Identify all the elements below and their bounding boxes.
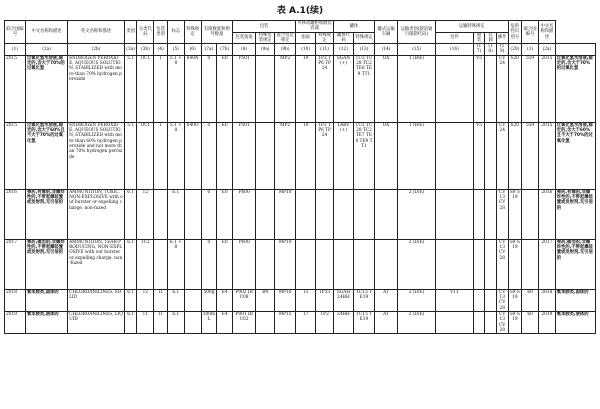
table-cell <box>485 239 497 289</box>
table-cell <box>184 289 201 311</box>
table-cell: T9 <box>296 122 316 189</box>
table-row <box>5 239 596 289</box>
header-packing-group: 包装类别 <box>154 21 168 44</box>
table-cell: 500g <box>201 289 217 311</box>
header-tanks: 罐体 <box>334 21 375 33</box>
table-cell <box>522 239 539 289</box>
table-cell: MP10 <box>275 289 296 311</box>
header-labels: 标志 <box>167 21 184 44</box>
table-cell: CV13 CV28 <box>496 289 508 311</box>
table-cell <box>485 189 497 239</box>
table-cell <box>473 239 485 289</box>
table-cell: E0 <box>217 189 233 239</box>
table-cell <box>473 189 485 239</box>
header-un-number-right: 联合国编号 <box>522 21 539 44</box>
table-cell: OX <box>374 122 397 189</box>
table-cell <box>473 289 485 311</box>
table-cell <box>334 189 354 239</box>
table-cell: 2016 <box>538 189 555 239</box>
subheader-loading: 装卸 <box>485 32 497 44</box>
table-cell: 0 <box>201 189 217 239</box>
table-cell: V5 <box>473 122 485 189</box>
table-cell: 5.1 +8 <box>167 55 184 122</box>
table-cell <box>256 122 275 189</box>
table-cell: T2 <box>137 189 154 239</box>
table-cell: TP2 <box>316 311 334 333</box>
table-cell: 559 <box>522 55 539 122</box>
table-cell: SGAH L4BH <box>334 289 354 311</box>
table-cell: 0 <box>201 239 217 289</box>
table-cell <box>256 189 275 239</box>
table-cell <box>485 311 497 333</box>
header-chinese-name-right: 中文名称和描述 <box>538 21 555 44</box>
table-cell: 6.1 <box>124 289 137 311</box>
table-cell: CV24 <box>496 55 508 122</box>
subheader-operation: 操作 <box>496 32 508 44</box>
table-cell: 2 (D/E) <box>398 239 436 289</box>
subheader-mixed-packing: 混合包装规定 <box>276 32 294 43</box>
table-cell <box>256 311 275 333</box>
table-cell: 氯苯胺类,固体的 <box>555 289 595 311</box>
table-cell: AMMUNITION, TEAR-PRODUCING, NON-EXPLOSIVE with out burster or expelling charge, non-fuzed <box>68 239 125 289</box>
table-cell: L4BV (+) <box>334 122 354 189</box>
table-cell: 0 <box>201 122 217 189</box>
subheader-bulk: 散装 <box>473 32 485 44</box>
table-cell <box>334 239 354 289</box>
table-cell: 氯苯胺类,液体的 <box>555 311 595 333</box>
table-cell: TU15 TE19 <box>353 289 374 311</box>
table-cell: 6.1 <box>167 311 184 333</box>
table-cell: II <box>154 311 168 333</box>
header-chinese-name: 中文名称和描述 <box>26 21 68 44</box>
table-cell: S20 <box>508 122 522 189</box>
table-cell: CV24 <box>496 122 508 189</box>
header-class-code: 分类代码 <box>137 21 154 44</box>
table-cell <box>435 239 473 289</box>
table-cell: E0 <box>217 55 233 122</box>
table-cell: 6.1 <box>124 189 137 239</box>
table-cell: HYDROGEN PEROXIDE, AQUEOUS SOLUTION, STABILIZED with more than 70% hydrogen peroxide <box>68 55 125 122</box>
table-cell: 60 <box>522 289 539 311</box>
table-cell: 60 <box>522 311 539 333</box>
table-cell: 2015 <box>5 55 26 122</box>
table-cell <box>316 239 334 289</box>
table-cell: E0 <box>217 122 233 189</box>
table-cell: 2019 <box>538 311 555 333</box>
table-cell: E4 <box>217 311 233 333</box>
table-cell: 6.1 <box>167 189 184 239</box>
table-cell: 弹药,有毒的,非爆炸性的,不带起爆装置或发射剂,无引信的 <box>26 189 68 239</box>
table-cell: OC1 <box>137 122 154 189</box>
subheader-instructions: 指南 <box>296 32 316 44</box>
table-cell <box>435 189 473 239</box>
dangerous-goods-table <box>4 20 596 334</box>
table-cell <box>256 55 275 122</box>
table-cell: P501 <box>233 122 256 189</box>
table-cell: 弹药,催泪的,非爆炸性的,不带起爆装置或发射剂,无引信的 <box>26 239 68 289</box>
table-cell: TU3 TU28 TC2 TE8 TE9 TT1 <box>353 55 374 122</box>
table-cell: 559 <box>522 122 539 189</box>
table-cell: OX <box>374 55 397 122</box>
table-cell: T3 <box>296 289 316 311</box>
table-cell: S9 S19 <box>508 311 522 333</box>
table-cell <box>353 239 374 289</box>
table-cell: 2 (D/E) <box>398 289 436 311</box>
table-cell: MP15 <box>275 311 296 333</box>
table-cell <box>184 189 201 239</box>
table-cell: 氯苯胺类,固体的 <box>26 289 68 311</box>
table-cell <box>353 189 374 239</box>
table-cell: 0 <box>201 55 217 122</box>
subheader-packing-instructions: 包装指南 <box>233 32 256 44</box>
table-cell: S9 S19 <box>508 239 522 289</box>
table-cell: AT <box>374 311 397 333</box>
table-cell: E4 <box>217 289 233 311</box>
table-cell: CHLOROANILINES, SOLID <box>68 289 125 311</box>
table-cell <box>435 122 473 189</box>
table-cell: CHLOROANILINES, LIQUID <box>68 311 125 333</box>
table-cell: 过氧化氢水溶液,稳定的,含大于60%且不大于70%的过氧化氢 <box>555 122 595 189</box>
table-cell: 5.1 <box>124 122 137 189</box>
table-cell: S9 S19 <box>508 289 522 311</box>
table-cell: S9 S19 <box>508 189 522 239</box>
table-cell <box>485 289 497 311</box>
table-cell: 2019 <box>5 311 26 333</box>
table-row <box>5 55 596 122</box>
table-cell: T2 <box>137 289 154 311</box>
table-cell: S20 <box>508 55 522 122</box>
table-cell <box>184 239 201 289</box>
table-cell: MP10 <box>275 189 296 239</box>
table-cell: 2017 <box>5 239 26 289</box>
header-vehicle: 罐式运输车辆 <box>374 21 397 44</box>
table-cell: 弹药,有毒的,非爆炸性的,不带起爆装置或发射剂,无引信的 <box>555 189 595 239</box>
table-cell <box>296 189 316 239</box>
table-cell: P600 <box>233 189 256 239</box>
table-cell: 氯苯胺类,液体的 <box>26 311 68 333</box>
table-cell: TU3 TU28 TC2 TE7 TE8 TE9 TT1 <box>353 122 374 189</box>
table-cell: AT <box>374 289 397 311</box>
table-cell: 6.1 <box>167 289 184 311</box>
header-special-transport: 运输特殊规定 <box>435 21 508 33</box>
header-hazard-id: 危险性识别号 <box>508 21 522 44</box>
table-cell: 6.1 <box>124 311 137 333</box>
table-cell: TC2 <box>137 239 154 289</box>
table-cell: B4 <box>256 289 275 311</box>
table-cell: 过氧化氢水溶液,稳定的,含大于70%的过氧化氢 <box>26 55 68 122</box>
table-cell <box>522 189 539 239</box>
table-cell <box>435 311 473 333</box>
table-cell <box>154 189 168 239</box>
table-cell: 2018 <box>538 289 555 311</box>
table-cell <box>435 55 473 122</box>
table-title: 表 A.1(续) <box>276 6 324 16</box>
table-cell: MP2 <box>275 55 296 122</box>
header-limited-quantity: 有限数量和例外数量 <box>201 21 233 44</box>
table-cell: P001 IBC02 <box>233 311 256 333</box>
header-transport-category: 运输类别(隧道通行限制代码) <box>398 21 436 44</box>
table-cell <box>316 189 334 239</box>
table-cell: 5.1 +8 <box>167 122 184 189</box>
table-cell: 1 (B/E) <box>398 55 436 122</box>
table-cell <box>485 122 497 189</box>
table-cell: 6.1 +8 <box>167 239 184 289</box>
table-cell <box>184 311 201 333</box>
table-cell: 2 (D/E) <box>398 189 436 239</box>
header-class: 类别 <box>124 21 137 44</box>
table-cell: 2015 <box>538 55 555 122</box>
table-cell: 6.1 <box>124 239 137 289</box>
table-cell: L4BH <box>334 311 354 333</box>
table-cell: P600 <box>233 239 256 289</box>
table-cell: T1 <box>137 311 154 333</box>
table-row <box>5 122 596 189</box>
table-cell: 640O <box>184 122 201 189</box>
table-cell: OC1 <box>137 55 154 122</box>
table-cell: TP33 <box>316 289 334 311</box>
table-cell <box>296 239 316 289</box>
table-row <box>5 311 596 333</box>
table-cell: II <box>154 289 168 311</box>
table-cell: MP2 <box>275 122 296 189</box>
table-cell: CV13 CV28 <box>496 239 508 289</box>
table-cell: 2015 <box>538 122 555 189</box>
table-cell: 2018 <box>5 289 26 311</box>
table-cell: 2017 <box>538 239 555 289</box>
table-cell: 2016 <box>5 189 26 239</box>
table-cell: 过氧化氢水溶液,稳定的,含大于60%且不大于70%的过氧化氢 <box>26 122 68 189</box>
table-cell: TP2 TP6 TP24 <box>316 122 334 189</box>
subheader-tank-special: 特殊规定 <box>316 32 334 44</box>
table-row <box>5 289 596 311</box>
table-row <box>5 189 596 239</box>
table-cell: E0 <box>217 239 233 289</box>
header-un-number: 联合国编号 <box>5 21 26 44</box>
header-special-provisions: 特殊规定 <box>184 21 201 44</box>
header-portable-tanks: 可移动罐柜和散装容器 <box>297 21 332 32</box>
table-cell: P002 IBC08 <box>233 289 256 311</box>
table-cell: TP2 TP6 TP24 <box>316 55 334 122</box>
table-cell <box>485 55 497 122</box>
table-cell: CV13 CV28 <box>496 311 508 333</box>
table-cell: 弹药,催泪的,非爆炸性的,不带起爆装置或发射剂,无引信的 <box>555 239 595 289</box>
table-cell: 2015 <box>5 122 26 189</box>
table-cell: V11 <box>435 289 473 311</box>
subheader-tank-code: 罐体代码 <box>334 32 354 44</box>
subheader-special-packing: 特殊包装规定 <box>256 32 275 44</box>
table-cell <box>374 239 397 289</box>
table-cell: 过氧化氢水溶液,稳定的,含大于70%的过氧化氢 <box>555 55 595 122</box>
header-english-name: 英文名称和描述 <box>68 21 125 44</box>
table-cell: CV13 CV28 <box>496 189 508 239</box>
column-number-row: (1) (2a) (2b) (3a) (3b) (4) (5) (6) (7a) (7b) (8) (9a) (9b) (10) (11) (12) (13) (14) (15) (16) (17) (18) (19) (20) (1) (2a) <box>5 44 596 56</box>
table-cell: 640N <box>184 55 201 122</box>
table-cell <box>374 189 397 239</box>
table-cell: T7 <box>296 311 316 333</box>
table-cell: SGAN (+) <box>334 55 354 122</box>
table-cell <box>154 239 168 289</box>
subheader-packages: 包件 <box>435 32 473 44</box>
table-cell: 2 (D/E) <box>398 311 436 333</box>
table-cell: I <box>154 122 168 189</box>
table-body <box>5 44 596 334</box>
table-cell: 100mL <box>201 311 217 333</box>
table-cell: 1 (B/E) <box>398 122 436 189</box>
table-cell: TU15 TE19 <box>353 311 374 333</box>
table-cell: T9 <box>296 55 316 122</box>
table-cell: AMMUNITION, TOXIC, NON-EXPLOSIVE with out burster or expelling charge, non-fuzed <box>68 189 125 239</box>
table-cell <box>473 311 485 333</box>
subheader-tank-special-2: 特殊规定 <box>353 32 374 44</box>
table-cell: V5 <box>473 55 485 122</box>
table-cell: I <box>154 55 168 122</box>
table-cell: 5.1 <box>124 55 137 122</box>
table-cell <box>256 239 275 289</box>
table-cell: HYDROGEN PEROXIDE, AQUEOUS SOLUTION, STABILIZED with more than 60% hydrogen peroxide and not more than 70% hydrogen peroxide <box>68 122 125 189</box>
table-cell: P501 <box>233 55 256 122</box>
header-packaging: 包装 <box>233 21 296 33</box>
table-cell: MP10 <box>275 239 296 289</box>
